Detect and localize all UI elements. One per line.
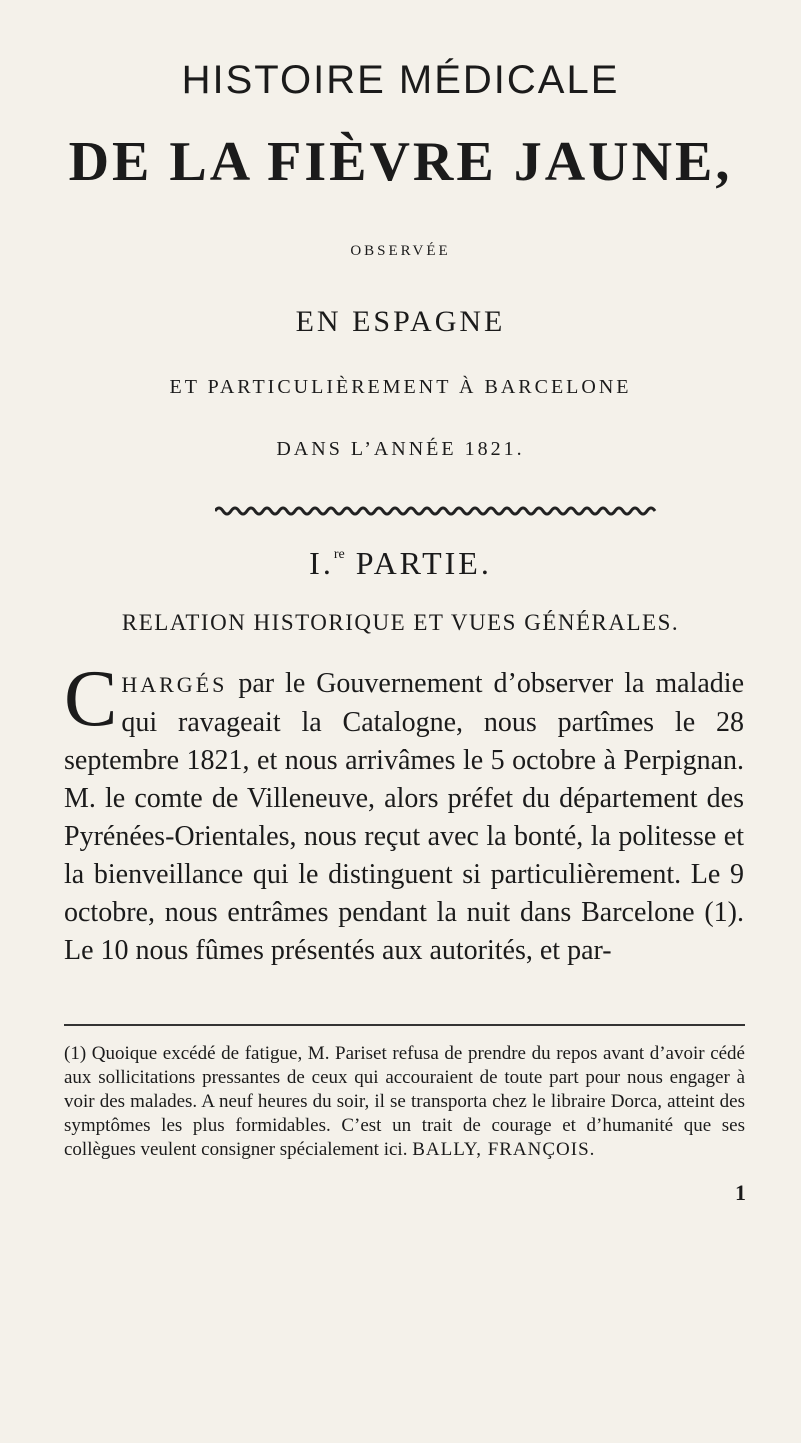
body-paragraph [64,655,744,970]
signature-mark: 1 [735,1180,746,1205]
section-heading: RELATION HISTORIQUE ET VUES GÉNÉRALES. [121,610,680,635]
title-line-3: OBSERVÉE [350,243,451,259]
part-superscript: re [333,547,345,562]
drop-cap: C [64,655,118,743]
first-word-small-caps: HARGÉS [121,672,228,697]
footnote-rule [64,1024,745,1026]
part-number: I. [309,545,334,581]
title-line-5: ET PARTICULIÈREMENT À BARCELONE [169,376,632,398]
title-line-4: EN ESPAGNE [295,305,506,338]
title-line-2: DE LA FIÈVRE JAUNE, [68,131,733,193]
part-heading [0,545,801,582]
paragraph-text: par le Gouvernement d’observer la maladie qui ravageait la Catalogne, nous partîmes le 28 septembre 1821, et nous arrivâmes le 5 octobre à Perpignan. M. le comte de Villeneuve, alors préfet du département des Pyrénées-Orientales, nous reçut avec la bonté, la politesse et la bienveillance qui le distinguent si particulièrement. Le 9 octobre, nous entrâmes pendant la nuit dans Barcelone (1). Le 10 nous fûmes présentés aux autorités, et par- [64,668,744,966]
ornamental-rule [215,505,657,517]
title-line-6: DANS L’ANNÉE 1821. [276,438,525,460]
title-line-1: HISTOIRE MÉDICALE [181,58,620,102]
footnote-signature: BALLY, FRANÇOIS. [412,1139,596,1160]
footnote [64,1042,745,1162]
part-label: PARTIE. [355,545,492,581]
footnote-text: (1) Quoique excédé de fatigue, M. Pariset refusa de prendre du repos avant d’avoir cédé aux sollicitations pressantes de ceux qui accouraient de toute part pour nous engager à voir des malades. A neuf heures du soir, il se transporta chez le libraire Dorca, atteint des symptômes les plus formidables. C’est un trait de courage et d’humanité que ses collègues veulent consigner spécialement ici. [64,1043,745,1160]
